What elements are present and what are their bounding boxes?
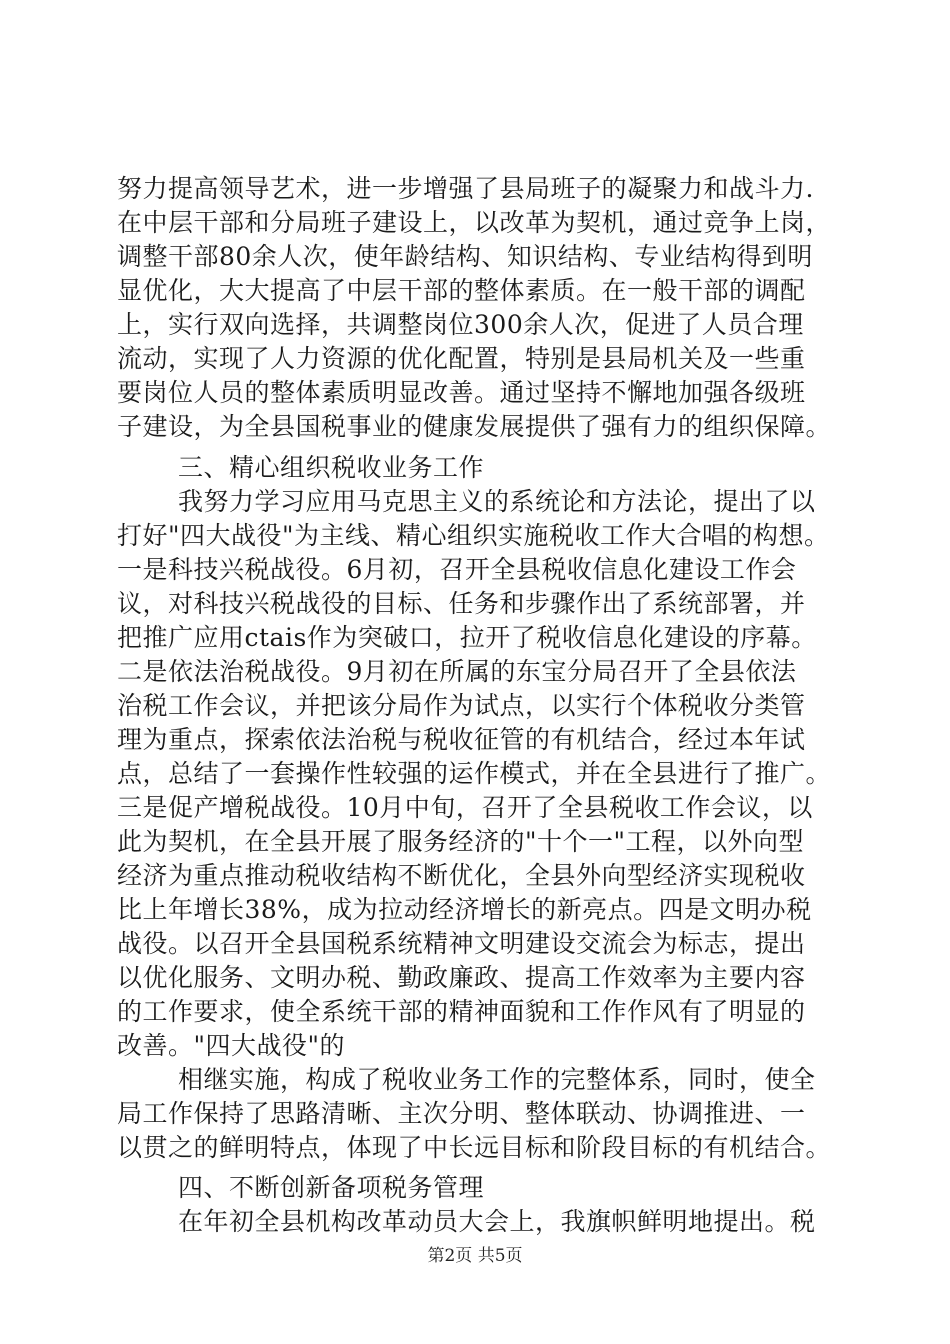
section-heading: 四、不断创新备项税务管理: [178, 1173, 485, 1202]
paragraph-line: 以优化服务、文明办税、勤政廉政、提高工作效率为主要内容: [117, 963, 806, 992]
paragraph-line: 上，实行双向选择，共调整岗位300余人次，促进了人员合理: [117, 310, 804, 339]
paragraph-line: 努力提高领导艺术，进一步增强了县局班子的凝聚力和战斗力.: [117, 174, 814, 203]
page-number-footer: 第2页 共5页: [427, 1246, 523, 1266]
paragraph-line: 调整干部80余人次，使年龄结构、知识结构、专业结构得到明: [117, 242, 813, 271]
paragraph-line: 经济为重点推动税收结构不断优化，全县外向型经济实现税收: [117, 861, 806, 890]
paragraph-line: 一是科技兴税战役。6月初，召开全县税收信息化建设工作会: [117, 555, 797, 584]
paragraph-line: 在年初全县机构改革动员大会上，我旗帜鲜明地提出。税: [178, 1207, 816, 1236]
paragraph-line: 议，对科技兴税战役的目标、任务和步骤作出了系统部署，并: [117, 589, 806, 618]
paragraph-line: 我努力学习应用马克思主义的系统论和方法论，提出了以: [178, 487, 816, 516]
section-heading: 三、精心组织税收业务工作: [178, 453, 485, 482]
paragraph-line: 显优化，大大提高了中层干部的整体素质。在一般干部的调配: [117, 276, 806, 305]
paragraph-line: 此为契机，在全县开展了服务经济的"十个一"工程，以外向型: [117, 827, 805, 856]
paragraph-line: 子建设，为全县国税事业的健康发展提供了强有力的组织保障。: [117, 412, 832, 441]
paragraph-line: 流动，实现了人力资源的优化配置，特别是县局机关及一些重: [117, 344, 806, 373]
paragraph-line: 治税工作会议，并把该分局作为试点，以实行个体税收分类管: [117, 691, 806, 720]
paragraph-line: 点，总结了一套操作性较强的运作模式，并在全县进行了推广。: [117, 759, 832, 788]
paragraph-line: 在中层干部和分局班子建设上，以改革为契机，通过竞争上岗，: [117, 208, 832, 237]
paragraph-line: 把推广应用ctais作为突破口，拉开了税收信息化建设的序幕。: [117, 623, 817, 652]
paragraph-line: 局工作保持了思路清晰、主次分明、整体联动、协调推进、一: [117, 1099, 806, 1128]
paragraph-line: 相继实施，构成了税收业务工作的完整体系，同时，使全: [178, 1065, 816, 1094]
paragraph-line: 要岗位人员的整体素质明显改善。通过坚持不懈地加强各级班: [117, 378, 806, 407]
paragraph-line: 改善。"四大战役"的: [117, 1031, 345, 1060]
paragraph-line: 比上年增长38%，成为拉动经济增长的新亮点。四是文明办税: [117, 895, 812, 924]
paragraph-line: 战役。以召开全县国税系统精神文明建设交流会为标志，提出: [117, 929, 806, 958]
paragraph-line: 打好"四大战役"为主线、精心组织实施税收工作大合唱的构想。: [117, 521, 830, 550]
paragraph-line: 的工作要求，使全系统干部的精神面貌和工作作风有了明显的: [117, 997, 806, 1026]
paragraph-line: 三是促产增税战役。10月中旬，召开了全县税收工作会议，以: [117, 793, 813, 822]
paragraph-line: 理为重点，探索依法治税与税收征管的有机结合，经过本年试: [117, 725, 806, 754]
paragraph-line: 二是依法治税战役。9月初在所属的东宝分局召开了全县依法: [117, 657, 797, 686]
paragraph-line: 以贯之的鲜明特点，体现了中长远目标和阶段目标的有机结合。: [117, 1133, 832, 1162]
